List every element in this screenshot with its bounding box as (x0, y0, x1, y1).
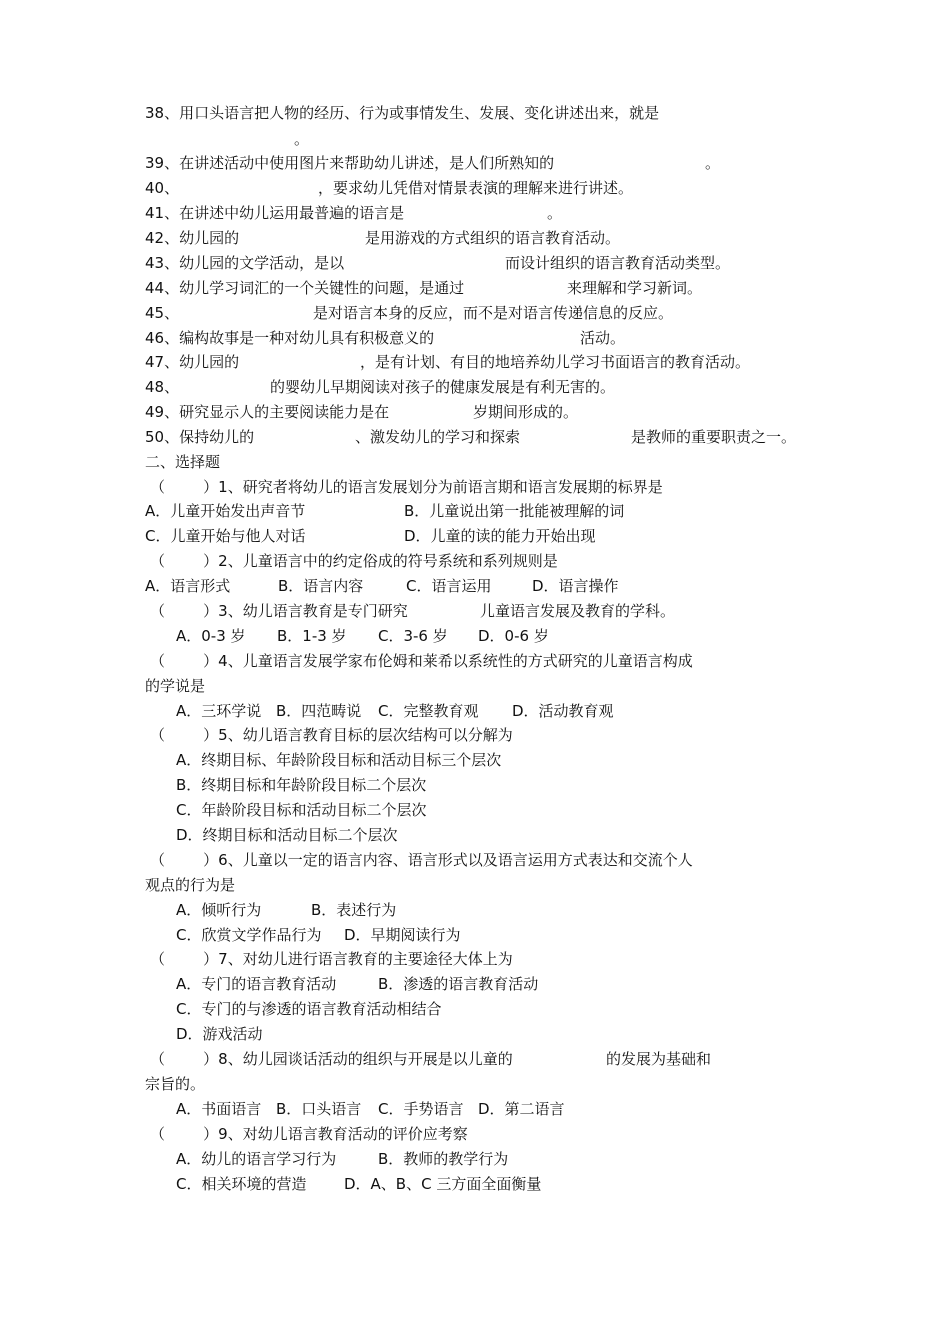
choice-option-row (0, 1023, 263, 1045)
option-c: C．语言运用 (406, 577, 492, 595)
question-text: 44、幼儿学习词汇的一个关键性的问题，是通过 (145, 279, 465, 297)
question-stem: （ ）5、幼儿语言教育目标的层次结构可以分解为 (150, 726, 513, 744)
choice-question-6 (0, 849, 693, 871)
question-text: 是对语言本身的反应，而不是对语言传递信息的反应。 (313, 304, 674, 322)
option-d: D．游戏活动 (176, 1025, 263, 1043)
choice-option-row (0, 998, 442, 1020)
question-40 (0, 177, 634, 199)
choice-question-4 (0, 650, 693, 672)
option-a: A．语言形式 (145, 577, 231, 595)
option-d: D．活动教育观 (512, 702, 614, 720)
choice-question-1 (0, 476, 663, 498)
question-text: 、激发幼儿的学习和探索 (355, 428, 521, 446)
choice-question-7 (0, 948, 513, 970)
option-b: B．口头语言 (276, 1100, 362, 1118)
question-text: 41、在讲述中幼儿运用最普遍的语言是 (145, 204, 405, 222)
question-text: 岁期间形成的。 (473, 403, 579, 421)
choice-options (0, 1173, 542, 1195)
option-b: B．教师的教学行为 (378, 1150, 509, 1168)
choice-options (0, 575, 619, 597)
choice-question-2 (0, 550, 558, 572)
question-text: 。 (294, 130, 310, 148)
question-44 (0, 277, 703, 299)
option-a: A．终期目标、年龄阶段目标和活动目标三个层次 (176, 751, 502, 769)
question-stem: （ ）1、研究者将幼儿的语言发展划分为前语言期和语言发展期的标界是 (150, 478, 663, 496)
question-stem: （ ）4、儿童语言发展学家布伦姆和莱希以系统性的方式研究的儿童语言构成 (150, 652, 693, 670)
choice-question-9 (0, 1123, 468, 1145)
question-50 (0, 426, 797, 448)
question-text: 50、保持幼儿的 (145, 428, 255, 446)
option-a: A．0-3 岁 (176, 627, 246, 645)
question-text: 46、编构故事是一种对幼儿具有积极意义的 (145, 329, 435, 347)
option-c: C．完整教育观 (378, 702, 479, 720)
option-a: A．专门的语言教育活动 (176, 975, 337, 993)
choice-options (0, 625, 549, 647)
choice-options (0, 924, 461, 946)
option-b: B．四范畴说 (276, 702, 362, 720)
question-text: 39、在讲述活动中使用图片来帮助幼儿讲述，是人们所熟知的 (145, 154, 555, 172)
choice-question-8-continuation (0, 1073, 206, 1095)
question-text: 48、 (145, 378, 180, 396)
option-b: B．终期目标和年龄阶段目标二个层次 (176, 776, 427, 794)
choice-question-8 (0, 1048, 712, 1070)
option-c: C．年龄阶段目标和活动目标二个层次 (176, 801, 427, 819)
choice-option-row (0, 749, 502, 771)
choice-question-6-continuation (0, 874, 236, 896)
question-stem: （ ）7、对幼儿进行语言教育的主要途径大体上为 (150, 950, 513, 968)
question-43 (0, 252, 731, 274)
question-stem: 儿童语言发展及教育的学科。 (480, 602, 676, 620)
choice-options (0, 973, 539, 995)
option-c: C．3-6 岁 (378, 627, 448, 645)
option-a: A．倾听行为 (176, 901, 262, 919)
option-d: D．A、B、C 三方面全面衡量 (344, 1175, 542, 1193)
section-title (0, 451, 221, 473)
choice-options (0, 500, 625, 522)
option-d: D．0-6 岁 (478, 627, 549, 645)
choice-options (0, 525, 596, 547)
question-stem: 观点的行为是 (145, 876, 236, 894)
question-text: 49、研究显示人的主要阅读能力是在 (145, 403, 390, 421)
question-48 (0, 376, 616, 398)
question-text: 是教师的重要职责之一。 (631, 428, 797, 446)
choice-options (0, 899, 397, 921)
option-a: A．幼儿的语言学习行为 (176, 1150, 337, 1168)
question-text: 40、 (145, 179, 180, 197)
option-d: D．第二语言 (478, 1100, 565, 1118)
question-text: 38、用口头语言把人物的经历、行为或事情发生、发展、变化讲述出来，就是 (145, 104, 660, 122)
option-c: C．专门的与渗透的语言教育活动相结合 (176, 1000, 442, 1018)
question-stem: 的学说是 (145, 677, 206, 695)
option-a: A．儿童开始发出声音节 (145, 502, 306, 520)
choice-options (0, 1148, 509, 1170)
option-b: B．语言内容 (278, 577, 364, 595)
option-b: B．表述行为 (311, 901, 397, 919)
option-c: C．儿童开始与他人对话 (145, 527, 306, 545)
section-heading: 二、选择题 (145, 453, 221, 471)
question-stem: （ ）2、儿童语言中的约定俗成的符号系统和系列规则是 (150, 552, 558, 570)
option-d: D．早期阅读行为 (344, 926, 461, 944)
question-text: 而设计组织的语言教育活动类型。 (505, 254, 731, 272)
question-39 (0, 152, 721, 174)
question-stem: （ ）9、对幼儿语言教育活动的评价应考察 (150, 1125, 468, 1143)
question-stem: 宗旨的。 (145, 1075, 206, 1093)
question-47 (0, 351, 751, 373)
choice-question-3 (0, 600, 676, 622)
question-38-continuation (0, 128, 310, 150)
option-c: C．手势语言 (378, 1100, 464, 1118)
question-42 (0, 227, 621, 249)
question-text: ，要求幼儿凭借对情景表演的理解来进行讲述。 (318, 179, 634, 197)
question-41 (0, 202, 563, 224)
option-a: A．三环学说 (176, 702, 262, 720)
question-text: 42、幼儿园的 (145, 229, 240, 247)
question-text: 。 (547, 204, 563, 222)
option-b: B．渗透的语言教育活动 (378, 975, 539, 993)
question-text: 活动。 (580, 329, 626, 347)
option-c: C．相关环境的营造 (176, 1175, 307, 1193)
choice-option-row (0, 824, 398, 846)
choice-option-row (0, 774, 427, 796)
option-b: B．儿童说出第一批能被理解的词 (404, 502, 625, 520)
choice-options (0, 700, 614, 722)
choice-question-4-continuation (0, 675, 206, 697)
question-stem: （ ）6、儿童以一定的语言内容、语言形式以及语言运用方式表达和交流个人 (150, 851, 693, 869)
question-stem: （ ）8、幼儿园谈话活动的组织与开展是以儿童的 (150, 1050, 513, 1068)
question-49 (0, 401, 579, 423)
option-b: B．1-3 岁 (277, 627, 347, 645)
question-stem: 的发展为基础和 (606, 1050, 712, 1068)
question-46 (0, 327, 626, 349)
option-d: D．儿童的读的能力开始出现 (404, 527, 596, 545)
choice-question-5 (0, 724, 513, 746)
choice-option-row (0, 799, 427, 821)
choice-options (0, 1098, 565, 1120)
option-d: D．语言操作 (532, 577, 619, 595)
question-text: 。 (705, 154, 721, 172)
option-d: D．终期目标和活动目标二个层次 (176, 826, 398, 844)
question-text: 47、幼儿园的 (145, 353, 240, 371)
question-38 (0, 102, 660, 124)
option-c: C．欣赏文学作品行为 (176, 926, 322, 944)
question-text: 45、 (145, 304, 180, 322)
question-text: 来理解和学习新词。 (567, 279, 703, 297)
question-text: 是用游戏的方式组织的语言教育活动。 (365, 229, 621, 247)
question-45 (0, 302, 674, 324)
option-a: A．书面语言 (176, 1100, 262, 1118)
question-stem: （ ）3、幼儿语言教育是专门研究 (150, 602, 408, 620)
question-text: ，是有计划、有目的地培养幼儿学习书面语言的教育活动。 (360, 353, 751, 371)
question-text: 43、幼儿园的文学活动，是以 (145, 254, 345, 272)
question-text: 的婴幼儿早期阅读对孩子的健康发展是有利无害的。 (270, 378, 616, 396)
